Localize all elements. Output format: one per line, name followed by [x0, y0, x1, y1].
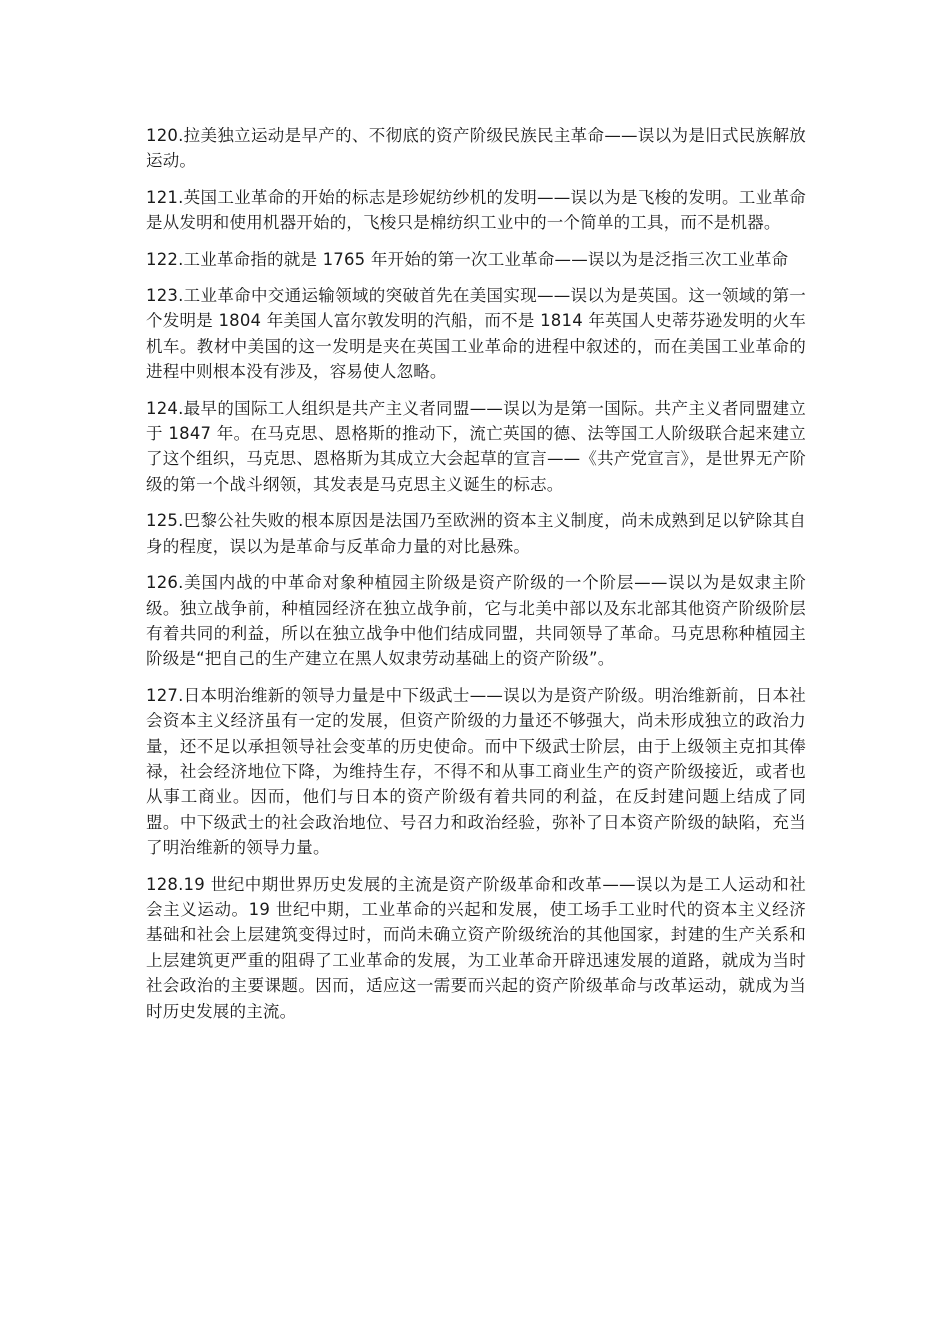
paragraph-127: 127.日本明治维新的领导力量是中下级武士——误以为是资产阶级。明治维新前，日本社会资本主义经济虽有一定的发展，但资产阶级的力量还不够强大，尚未形成独立的政治力量，还不足以承担领导社会变革的历史使命。而中下级武士阶层，由于上级领主克扣其俸禄，社会经济地位下降，为维持生存，不得不和从事工商业生产的资产阶级接近，或者也从事工商业。因而，他们与日本的资产阶级有着共同的利益，在反封建问题上结成了同盟。中下级武士的社会政治地位、号召力和政治经验，弥补了日本资产阶级的缺陷，充当了明治维新的领导力量。: [146, 685, 806, 858]
paragraph-125: 125.巴黎公社失败的根本原因是法国乃至欧洲的资本主义制度，尚未成熟到足以铲除其自身的程度，误以为是革命与反革命力量的对比悬殊。: [146, 511, 806, 556]
paragraph-128: 128.19 世纪中期世界历史发展的主流是资产阶级革命和改革——误以为是工人运动和社会主义运动。19 世纪中期，工业革命的兴起和发展，使工场手工业时代的资本主义经济基础和社会上层建筑变得过时，而尚未确立资产阶级统治的其他国家，封建的生产关系和上层建筑更严重的阻碍了工业革命的发展，为工业革命开辟迅速发展的道路，就成为当时社会政治的主要课题。因而，适应这一需要而兴起的资产阶级革命与改革运动，就成为当时历史发展的主流。: [146, 874, 806, 1021]
paragraph-126: 126.美国内战的中革命对象种植园主阶级是资产阶级的一个阶层——误以为是奴隶主阶级。独立战争前，种植园经济在独立战争前，它与北美中部以及东北部其他资产阶级阶层有着共同的利益，所以在独立战争中他们结成同盟，共同领导了革命。马克思称种植园主阶级是“把自己的生产建立在黑人奴隶劳动基础上的资产阶级”。: [146, 573, 806, 669]
paragraph-123: 123.工业革命中交通运输领域的突破首先在美国实现——误以为是英国。这一领域的第一个发明是 1804 年美国人富尔敦发明的汽船，而不是 1814 年英国人史蒂芬逊发明的火车机车。教材中美国的这一发明是夹在英国工业革命的进程中叙述的，而在美国工业革命的进程中则根本没有涉及，容易使人忽略。: [146, 286, 806, 382]
paragraph-121: 121.英国工业革命的开始的标志是珍妮纺纱机的发明——误以为是飞梭的发明。工业革命是从发明和使用机器开始的，飞梭只是棉纺织工业中的一个简单的工具，而不是机器。: [146, 187, 806, 233]
document-body: [146, 123, 806, 1035]
paragraph-120: 120.拉美独立运动是早产的、不彻底的资产阶级民族民主革命——误以为是旧式民族解放运动。: [146, 126, 806, 171]
paragraph-122: 122.工业革命指的就是 1765 年开始的第一次工业革命——误以为是泛指三次工业革命: [146, 249, 789, 269]
paragraph-124: 124.最早的国际工人组织是共产主义者同盟——误以为是第一国际。共产主义者同盟建立于 1847 年。在马克思、恩格斯的推动下，流亡英国的德、法等国工人阶级联合起来建立了这个组织，马克思、恩格斯为其成立大会起草的宣言——《共产党宣言》，是世界无产阶级的第一个战斗纲领，其发表是马克思主义诞生的标志。: [146, 398, 806, 494]
